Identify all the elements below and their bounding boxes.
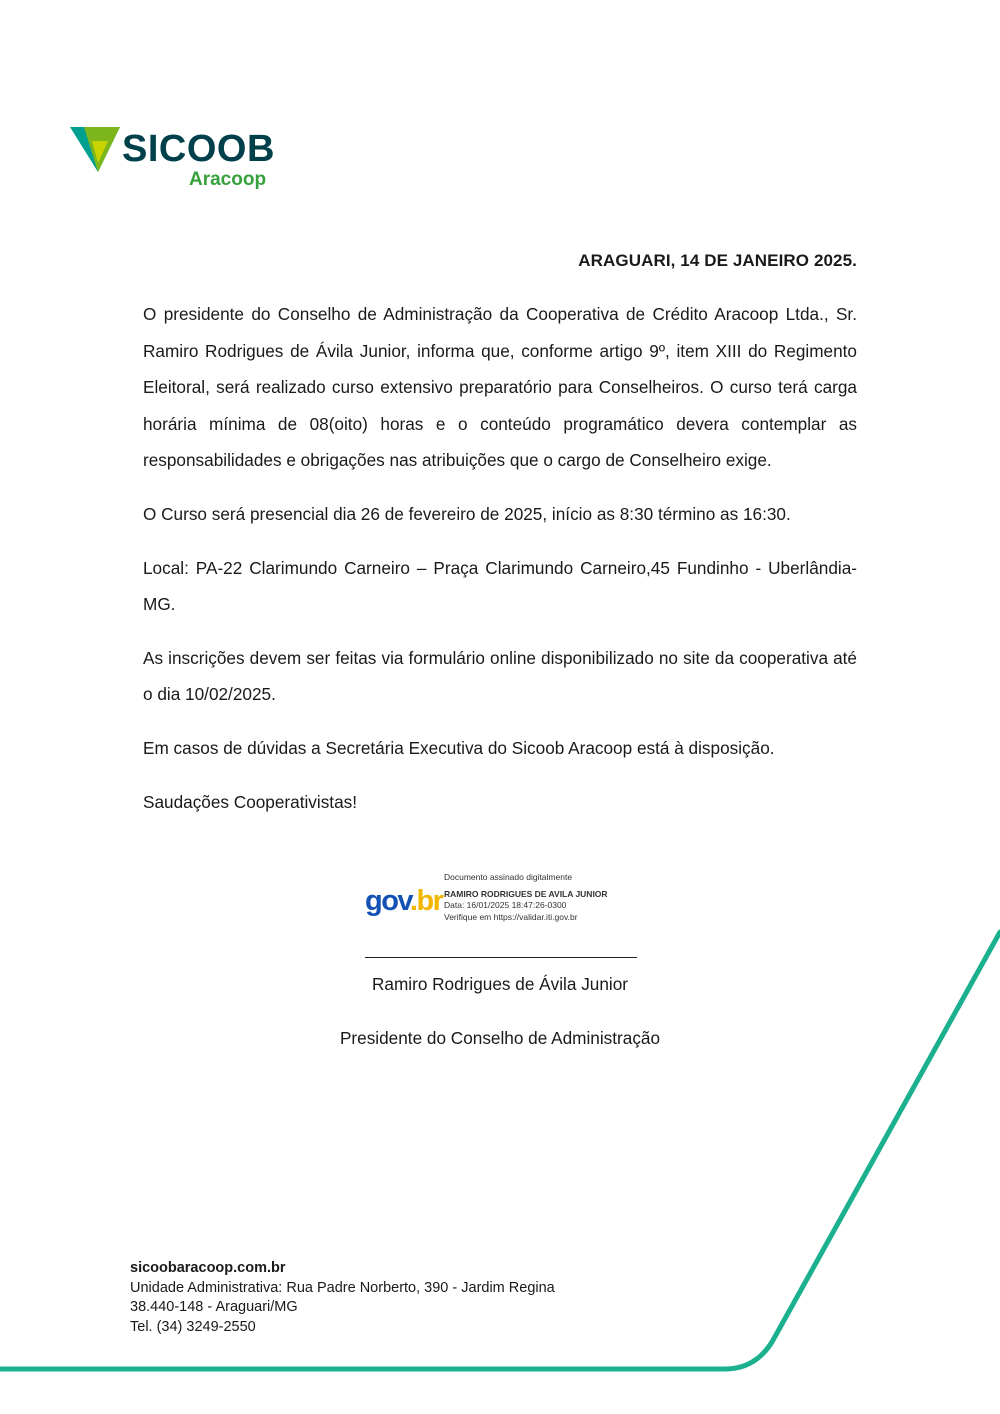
paragraph-date: O Curso será presencial dia 26 de fevereiro de 2025, início as 8:30 término as 16:30.	[143, 503, 791, 524]
govbr-logo-br: .br	[409, 885, 443, 917]
footer-website[interactable]: sicoobaracoop.com.br	[130, 1260, 286, 1276]
footer-address-label: Unidade Administrativa:	[130, 1279, 283, 1296]
govbr-logo-gov: gov	[365, 885, 410, 917]
logo-name: SICOOB	[122, 128, 275, 170]
paragraph-registration: As inscrições devem ser feitas via formulário online disponibilizado no site da cooperativa até o dia 10/02/2025.	[143, 647, 857, 705]
footer-city: 38.440-148 - Araguari/MG	[130, 1299, 298, 1315]
footer-phone: Tel. (34) 3249-2550	[130, 1318, 256, 1335]
paragraph-greeting: Saudações Cooperativistas!	[143, 791, 358, 812]
paragraph-contact: Em casos de dúvidas a Secretária Executiva do Sicoob Aracoop está à disposição.	[143, 737, 775, 758]
stamp-date: Data: 16/01/2025 18:47:26-0300	[444, 900, 567, 910]
stamp-signer-name: RAMIRO RODRIGUES DE AVILA JUNIOR	[444, 888, 608, 899]
signer-role: Presidente do Conselho de Administração	[339, 1028, 661, 1048]
stamp-title: Documento assinado digitalmente	[444, 872, 573, 882]
decorative-curve-line	[0, 932, 1000, 1369]
footer-address: Rua Padre Norberto, 390 - Jardim Regina	[286, 1279, 555, 1296]
signer-name: Ramiro Rodrigues de Ávila Junior	[371, 974, 629, 994]
logo-subtitle: Aracoop	[189, 169, 267, 190]
paragraph-intro: O presidente do Conselho de Administração da Cooperativa de Crédito Aracoop Ltda., Sr. Ramiro Rodrigues de Ávila Junior, informa que, conforme artigo 9º, item XIII do Regimento Eleitoral, será realizado curso extensivo preparatório para Conselheiros. O curso terá carga horária mínima de 08(oito) horas e o conteúdo programático devera contemplar as responsabilidades e obrigações nas atribuições que o cargo de Conselheiro exige.	[143, 304, 857, 471]
stamp-verify-link[interactable]: Verifique em https://validar.iti.gov.br	[444, 911, 578, 922]
paragraph-location: Local: PA-22 Clarimundo Carneiro – Praça Clarimundo Carneiro,45 Fundinho - Uberlândia-MG.	[143, 557, 857, 615]
letter-date: ARAGUARI, 14 DE JANEIRO 2025.	[578, 251, 857, 270]
